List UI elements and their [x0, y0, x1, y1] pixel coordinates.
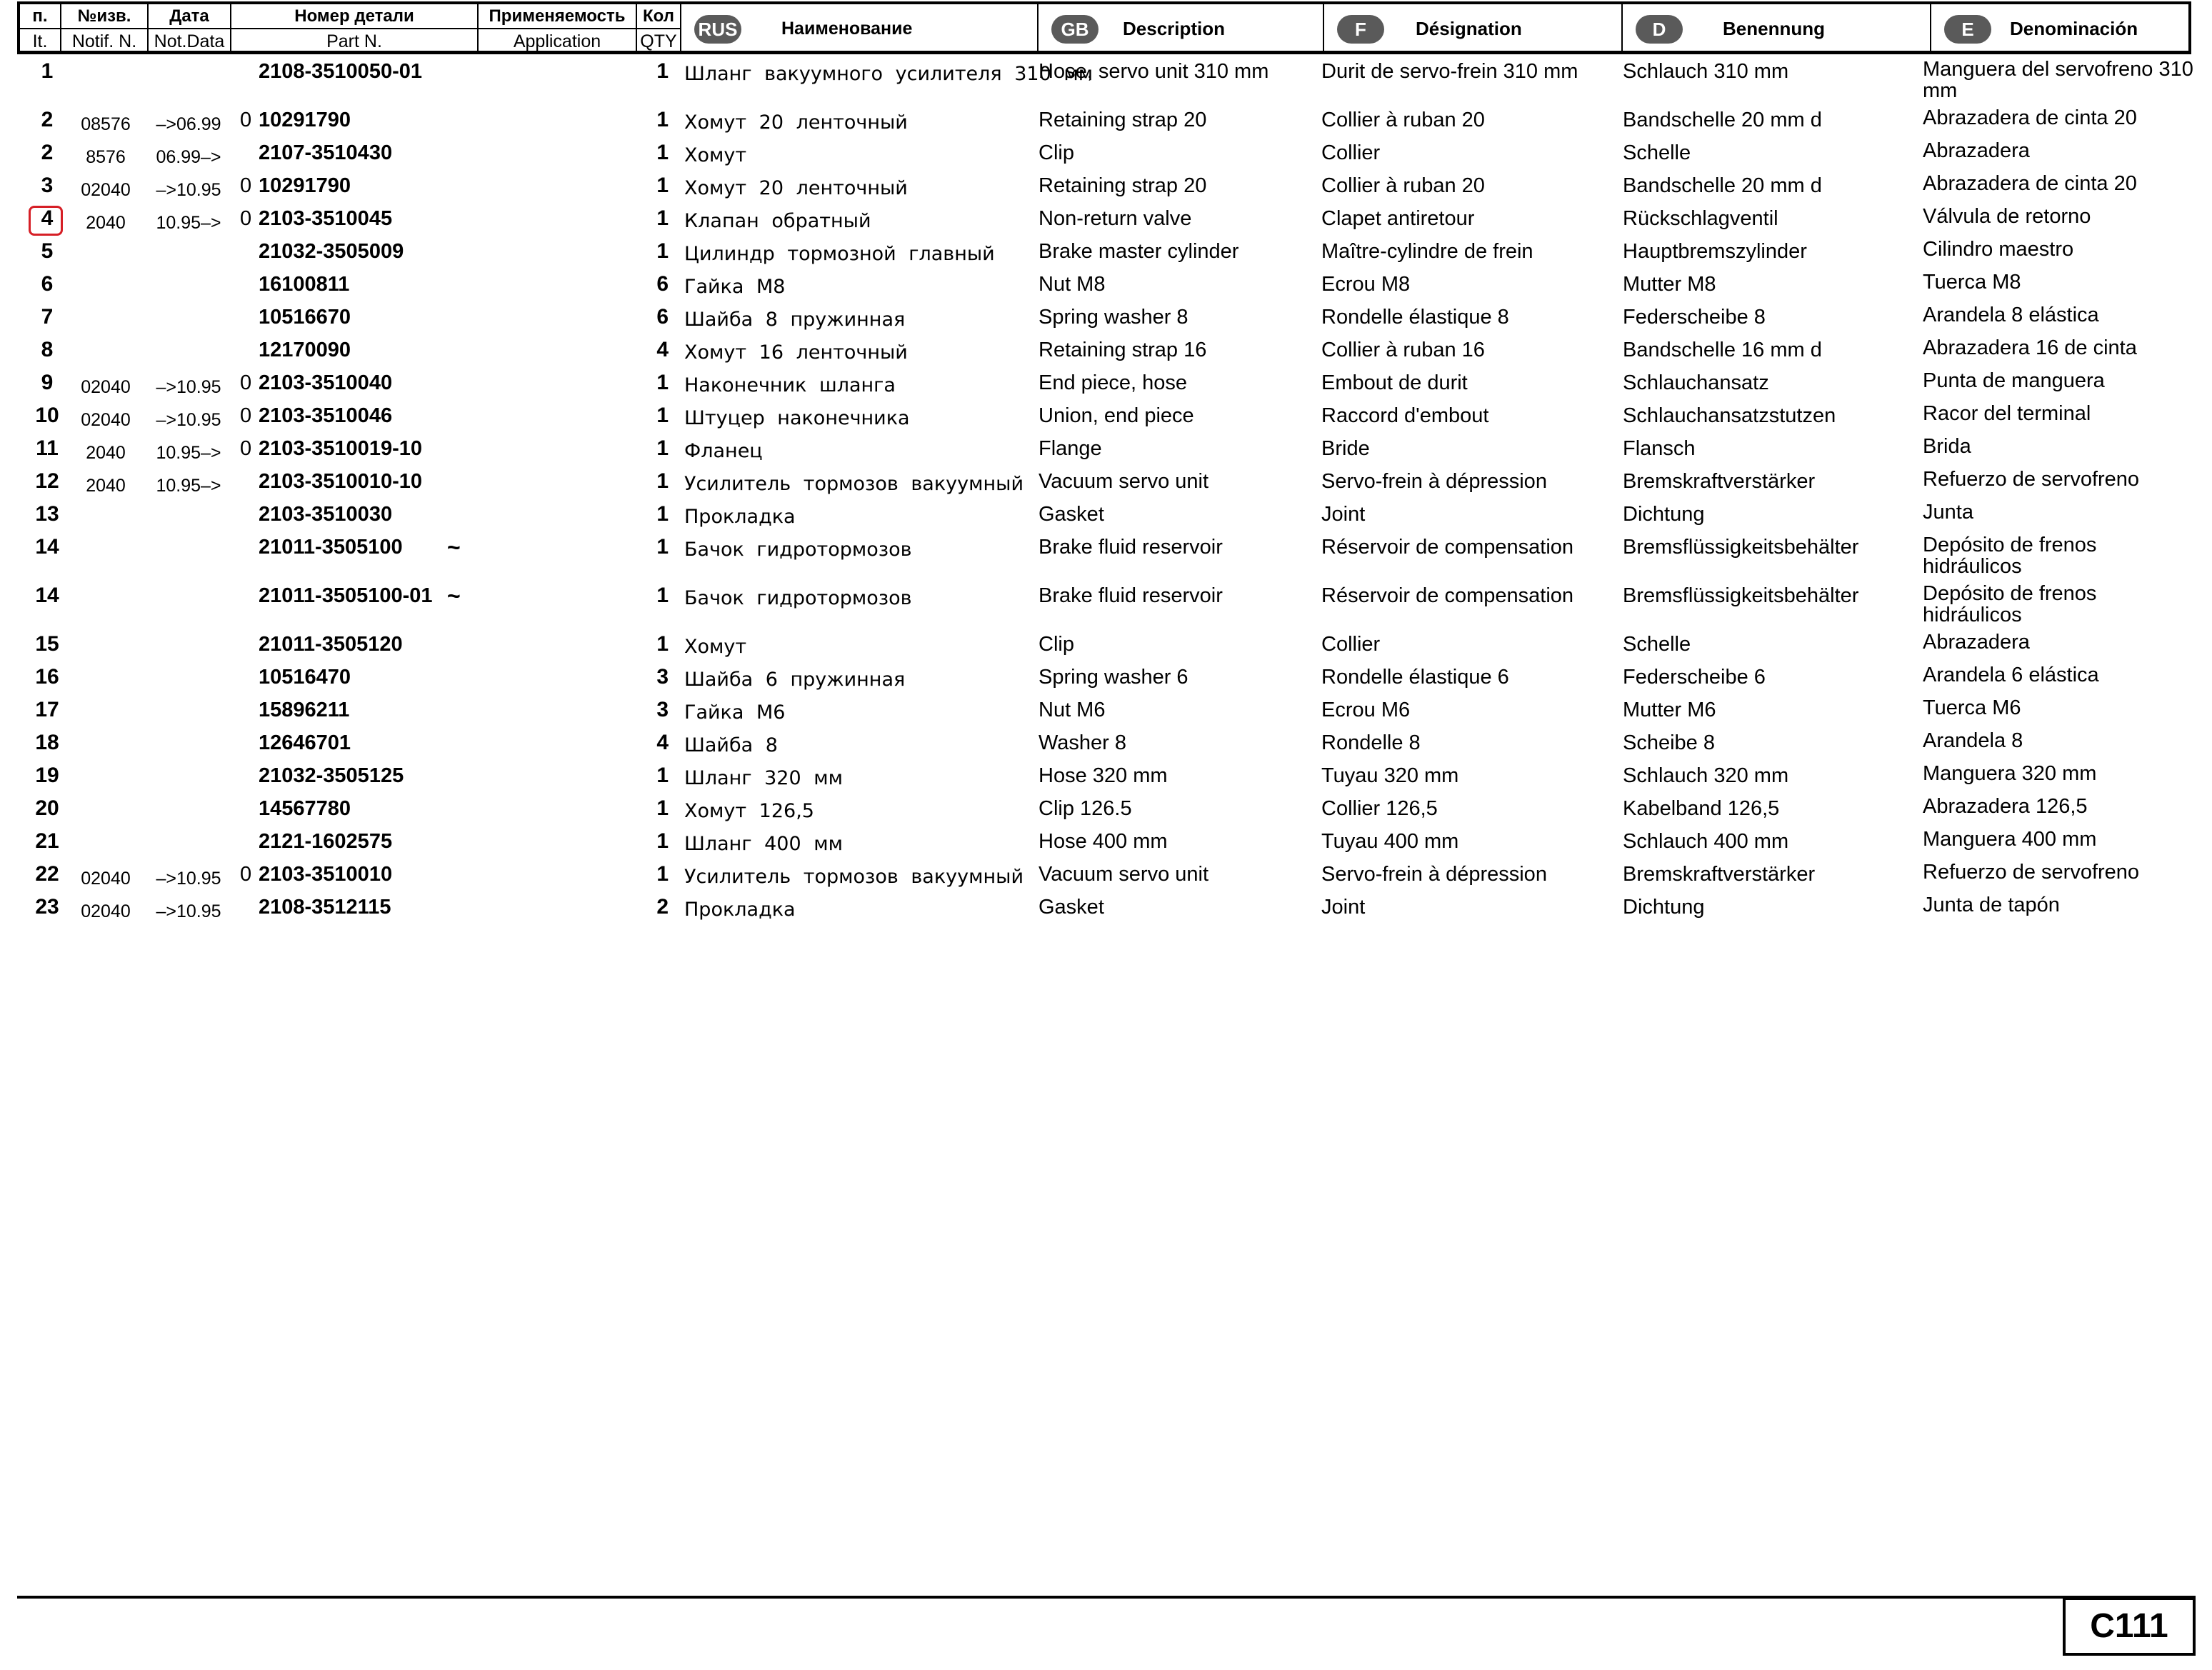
- lang-title-d: Benennung: [1723, 18, 1825, 39]
- part-prefix: 0: [240, 404, 252, 427]
- table-row: [0, 367, 2212, 400]
- lang-badge-d: D: [1636, 15, 1683, 44]
- name-de: Rückschlagventil: [1623, 207, 1778, 230]
- header-notif-en: Notif. N.: [71, 31, 137, 51]
- name-de: Bremskraftverstärker: [1623, 863, 1816, 886]
- name-ru: Бачок гидротормозов: [684, 539, 912, 561]
- table-row: [0, 466, 2212, 499]
- notif-date: –>10.95: [156, 180, 221, 200]
- name-de: Federscheibe 8: [1623, 306, 1766, 329]
- name-de: Schlauch 310 mm: [1623, 60, 1789, 83]
- quantity: 1: [656, 404, 669, 427]
- table-row: [0, 433, 2212, 466]
- table-row: [0, 269, 2212, 301]
- name-es: Refuerzo de servofreno: [1923, 861, 2140, 884]
- name-es: Abrazadera de cinta 20: [1923, 172, 2137, 195]
- item-number: 5: [41, 239, 54, 263]
- item-number: 21: [35, 829, 59, 853]
- name-de: Dichtung: [1623, 503, 1705, 526]
- part-number: 14567780: [259, 797, 351, 820]
- part-number: 16100811: [259, 273, 350, 296]
- page-number: C111: [2063, 1597, 2196, 1656]
- part-number: 21011-3505100: [259, 536, 403, 559]
- notif-number: 2040: [86, 443, 126, 463]
- part-number: 2121-1602575: [259, 830, 393, 853]
- item-number: 13: [35, 502, 59, 526]
- lang-badge-rus: RUS: [694, 15, 741, 44]
- part-number: 10291790: [259, 109, 351, 131]
- name-es: Arandela 8 elástica: [1923, 304, 2099, 326]
- name-gb: Gasket: [1039, 503, 1104, 526]
- header-lang-e: [1931, 4, 2188, 51]
- name-fr: Collier à ruban 20: [1321, 174, 1485, 197]
- part-number: 10516470: [259, 666, 351, 689]
- name-ru: Прокладка: [684, 899, 796, 921]
- item-number: 11: [36, 436, 59, 460]
- quantity: 6: [656, 305, 669, 329]
- table-row: [0, 499, 2212, 531]
- name-gb: Retaining strap 20: [1039, 109, 1207, 131]
- name-es: Depósito de frenos hidráulicos: [1923, 582, 2097, 626]
- header-lang-rus: [681, 4, 1039, 51]
- name-es: Junta de tapón: [1923, 894, 2060, 916]
- header-date-ru: Дата: [169, 6, 209, 26]
- name-fr: Ecrou M6: [1321, 699, 1411, 721]
- header-qty-en: QTY: [640, 31, 677, 51]
- item-number: 12: [35, 469, 59, 493]
- name-es: Brida: [1923, 435, 1971, 458]
- table-row: [0, 137, 2212, 170]
- part-number: 2103-3510045: [259, 207, 393, 230]
- header-part-ru: Номер детали: [294, 6, 414, 26]
- notif-number: 2040: [86, 213, 126, 233]
- name-es: Manguera del servofreno 310 mm: [1923, 58, 2193, 102]
- quantity: 1: [656, 502, 669, 526]
- name-ru: Шайба 8: [684, 734, 778, 756]
- table-row: [0, 104, 2212, 137]
- name-de: Schlauch 320 mm: [1623, 764, 1789, 787]
- application-mark: ~: [447, 534, 461, 560]
- name-es: Manguera 400 mm: [1923, 828, 2097, 851]
- name-fr: Maître-cylindre de frein: [1321, 240, 1533, 263]
- quantity: 1: [656, 469, 669, 493]
- item-number: 20: [35, 796, 59, 820]
- part-number: 2107-3510430: [259, 141, 393, 164]
- item-number: 23: [35, 895, 59, 919]
- quantity: 1: [656, 796, 669, 820]
- name-es: Junta: [1923, 501, 1973, 524]
- name-es: Manguera 320 mm: [1923, 762, 2097, 785]
- notif-date: 10.95–>: [156, 476, 221, 496]
- part-number: 2103-3510010: [259, 863, 393, 886]
- name-gb: Hose 320 mm: [1039, 764, 1168, 787]
- name-ru: Бачок гидротормозов: [684, 587, 912, 609]
- table-row: [0, 56, 2212, 102]
- name-de: Mutter M6: [1623, 699, 1716, 721]
- name-gb: Brake master cylinder: [1039, 240, 1239, 263]
- footer-rule: [17, 1596, 2196, 1599]
- part-prefix: 0: [240, 863, 252, 886]
- name-ru: Шланг вакуумного усилителя 310 мм: [684, 63, 1094, 85]
- notif-date: –>10.95: [156, 377, 221, 397]
- notif-date: 06.99–>: [156, 147, 221, 167]
- notif-number: 02040: [81, 901, 131, 921]
- part-number: 21011-3505100-01: [259, 584, 433, 607]
- name-ru: Хомут: [684, 144, 747, 166]
- lang-badge-gb: GB: [1051, 15, 1099, 44]
- notif-number: 02040: [81, 410, 131, 430]
- name-de: Kabelband 126,5: [1623, 797, 1780, 820]
- item-number: 6: [41, 272, 54, 296]
- name-gb: Retaining strap 20: [1039, 174, 1207, 197]
- quantity: 4: [656, 731, 669, 754]
- quantity: 1: [656, 829, 669, 853]
- name-ru: Наконечник шланга: [684, 374, 896, 396]
- item-number: 14: [35, 584, 59, 607]
- table-row: [0, 531, 2212, 578]
- name-ru: Клапан обратный: [684, 210, 871, 232]
- header-qty-ru: Кол: [643, 6, 674, 26]
- name-fr: Tuyau 400 mm: [1321, 830, 1459, 853]
- name-es: Depósito de frenos hidráulicos: [1923, 534, 2097, 578]
- name-de: Mutter M8: [1623, 273, 1716, 296]
- table-header: [17, 1, 2191, 54]
- name-fr: Clapet antiretour: [1321, 207, 1475, 230]
- name-fr: Embout de durit: [1321, 371, 1468, 394]
- name-fr: Collier à ruban 16: [1321, 339, 1485, 361]
- name-es: Abrazadera 16 de cinta: [1923, 336, 2137, 359]
- table-row: [0, 760, 2212, 793]
- part-prefix: 0: [240, 371, 252, 394]
- name-fr: Rondelle 8: [1321, 731, 1421, 754]
- name-fr: Durit de servo-frein 310 mm: [1321, 60, 1578, 83]
- name-fr: Bride: [1321, 437, 1370, 460]
- part-number: 10516670: [259, 306, 351, 329]
- quantity: 1: [656, 371, 669, 394]
- name-gb: End piece, hose: [1039, 371, 1187, 394]
- quantity: 4: [656, 338, 669, 361]
- name-fr: Réservoir de compensation: [1321, 536, 1574, 559]
- part-number: 10291790: [259, 174, 351, 197]
- quantity: 2: [656, 895, 669, 919]
- quantity: 3: [656, 698, 669, 721]
- table-row: [0, 727, 2212, 760]
- name-gb: Clip 126.5: [1039, 797, 1132, 820]
- notif-number: 2040: [86, 476, 126, 496]
- header-part-en: Part N.: [326, 31, 382, 51]
- part-prefix: 0: [240, 437, 252, 460]
- table-row: [0, 334, 2212, 367]
- quantity: 1: [656, 535, 669, 559]
- header-notif: [61, 4, 149, 51]
- quantity: 1: [656, 174, 669, 197]
- name-es: Abrazadera de cinta 20: [1923, 106, 2137, 129]
- quantity: 1: [656, 108, 669, 131]
- header-application: [479, 4, 637, 51]
- name-ru: Шайба 8 пружинная: [684, 309, 906, 331]
- name-gb: Vacuum servo unit: [1039, 863, 1209, 886]
- quantity: 1: [656, 862, 669, 886]
- name-fr: Collier 126,5: [1321, 797, 1438, 820]
- name-de: Schelle: [1623, 141, 1691, 164]
- table-row: [0, 301, 2212, 334]
- name-gb: Flange: [1039, 437, 1102, 460]
- part-prefix: 0: [240, 207, 252, 230]
- name-es: Abrazadera: [1923, 631, 2030, 654]
- notif-number: 02040: [81, 180, 131, 200]
- name-gb: Spring washer 6: [1039, 666, 1188, 689]
- quantity: 1: [656, 206, 669, 230]
- name-de: Bremsflüssigkeitsbehälter: [1623, 584, 1859, 607]
- item-number: 17: [35, 698, 59, 721]
- header-it-ru: п.: [32, 6, 48, 26]
- header-date-en: Not.Data: [154, 31, 225, 51]
- header-date: [149, 4, 231, 51]
- item-number: 19: [35, 764, 59, 787]
- name-gb: Nut M8: [1039, 273, 1106, 296]
- notif-number: 02040: [81, 869, 131, 889]
- name-fr: Collier: [1321, 141, 1381, 164]
- item-number: 7: [41, 305, 54, 329]
- name-fr: Collier à ruban 20: [1321, 109, 1485, 131]
- notif-number: 8576: [86, 147, 126, 167]
- name-gb: Union, end piece: [1039, 404, 1194, 427]
- name-es: Racor del terminal: [1923, 402, 2091, 425]
- quantity: 1: [656, 764, 669, 787]
- item-number: 8: [41, 338, 54, 361]
- name-de: Schlauchansatzstutzen: [1623, 404, 1836, 427]
- part-prefix: 0: [240, 174, 252, 197]
- name-de: Flansch: [1623, 437, 1696, 460]
- header-notif-ru: №изв.: [77, 6, 131, 26]
- name-de: Bandschelle 20 mm d: [1623, 174, 1822, 197]
- table-row: [0, 661, 2212, 694]
- name-ru: Усилитель тормозов вакуумный: [684, 866, 1024, 888]
- header-lang-d: [1623, 4, 1931, 51]
- part-number: 2108-3510050-01: [259, 60, 422, 83]
- header-lang-f: [1324, 4, 1623, 51]
- notif-date: –>06.99: [156, 114, 221, 134]
- name-gb: Clip: [1039, 141, 1074, 164]
- table-row: [0, 236, 2212, 269]
- name-ru: Гайка М6: [684, 701, 786, 724]
- name-de: Schlauch 400 mm: [1623, 830, 1789, 853]
- lang-badge-f: F: [1337, 15, 1384, 44]
- table-row: [0, 694, 2212, 727]
- name-ru: Хомут: [684, 636, 747, 658]
- notif-date: 10.95–>: [156, 443, 221, 463]
- name-fr: Collier: [1321, 633, 1381, 656]
- header-part-number: [231, 4, 479, 51]
- table-row: [0, 203, 2212, 236]
- table-row: [0, 859, 2212, 891]
- name-de: Schelle: [1623, 633, 1691, 656]
- name-de: Federscheibe 6: [1623, 666, 1766, 689]
- item-number: 1: [41, 59, 54, 83]
- part-number: 15896211: [259, 699, 350, 721]
- part-number: 2103-3510040: [259, 371, 393, 394]
- quantity: 1: [656, 141, 669, 164]
- part-number: 2103-3510019-10: [259, 437, 422, 460]
- part-number: 12170090: [259, 339, 351, 361]
- name-fr: Servo-frein à dépression: [1321, 863, 1547, 886]
- name-es: Abrazadera 126,5: [1923, 795, 2088, 818]
- header-it: [20, 4, 61, 51]
- lang-title-gb: Description: [1123, 18, 1226, 39]
- name-es: Arandela 6 elástica: [1923, 664, 2099, 686]
- item-number: 4: [41, 206, 54, 230]
- name-de: Hauptbremszylinder: [1623, 240, 1807, 263]
- name-gb: Hose 400 mm: [1039, 830, 1168, 853]
- name-fr: Réservoir de compensation: [1321, 584, 1574, 607]
- name-es: Tuerca M6: [1923, 696, 2021, 719]
- header-application-en: Application: [513, 31, 601, 51]
- notif-date: –>10.95: [156, 901, 221, 921]
- name-de: Bremskraftverstärker: [1623, 470, 1816, 493]
- notif-date: –>10.95: [156, 410, 221, 430]
- name-gb: Retaining strap 16: [1039, 339, 1207, 361]
- item-number: 10: [35, 404, 59, 427]
- name-de: Bandschelle 16 mm d: [1623, 339, 1822, 361]
- name-gb: Hose, servo unit 310 mm: [1039, 60, 1269, 83]
- quantity: 6: [656, 272, 669, 296]
- name-ru: Хомут 20 ленточный: [684, 111, 908, 134]
- part-prefix: 0: [240, 109, 252, 131]
- name-fr: Joint: [1321, 503, 1366, 526]
- name-ru: Штуцер наконечника: [684, 407, 910, 429]
- name-ru: Шайба 6 пружинная: [684, 669, 906, 691]
- item-number: 2: [41, 141, 54, 164]
- part-number: 21032-3505125: [259, 764, 404, 787]
- item-number: 9: [41, 371, 54, 394]
- notif-number: 08576: [81, 114, 131, 134]
- name-ru: Усилитель тормозов вакуумный: [684, 473, 1024, 495]
- name-fr: Raccord d'embout: [1321, 404, 1489, 427]
- item-number: 22: [35, 862, 59, 886]
- name-ru: Прокладка: [684, 506, 796, 528]
- item-number: 2: [41, 108, 54, 131]
- table-row: [0, 580, 2212, 626]
- name-fr: Joint: [1321, 896, 1366, 919]
- name-es: Cilindro maestro: [1923, 238, 2074, 261]
- part-number: 21032-3505009: [259, 240, 404, 263]
- item-number: 15: [35, 632, 59, 656]
- header-lang-gb: [1039, 4, 1324, 51]
- header-it-en: It.: [32, 31, 48, 51]
- name-es: Tuerca M8: [1923, 271, 2021, 294]
- name-ru: Шланг 320 мм: [684, 767, 843, 789]
- name-ru: Фланец: [684, 440, 763, 462]
- quantity: 1: [656, 632, 669, 656]
- name-ru: Гайка М8: [684, 276, 786, 298]
- name-es: Refuerzo de servofreno: [1923, 468, 2140, 491]
- part-number: 2108-3512115: [259, 896, 391, 919]
- name-gb: Vacuum servo unit: [1039, 470, 1209, 493]
- notif-date: –>10.95: [156, 869, 221, 889]
- name-de: Bremsflüssigkeitsbehälter: [1623, 536, 1859, 559]
- lang-badge-e: E: [1944, 15, 1991, 44]
- lang-title-rus: Наименование: [781, 19, 913, 39]
- item-number: 14: [35, 535, 59, 559]
- name-de: Dichtung: [1623, 896, 1705, 919]
- part-number: 12646701: [259, 731, 351, 754]
- name-ru: Шланг 400 мм: [684, 833, 843, 855]
- name-fr: Rondelle élastique 8: [1321, 306, 1509, 329]
- table-row: [0, 170, 2212, 203]
- table-row: [0, 891, 2212, 924]
- quantity: 1: [656, 239, 669, 263]
- table-row: [0, 629, 2212, 661]
- name-fr: Ecrou M8: [1321, 273, 1411, 296]
- quantity: 1: [656, 584, 669, 607]
- name-gb: Washer 8: [1039, 731, 1127, 754]
- name-es: Arandela 8: [1923, 729, 2023, 752]
- part-number: 2103-3510030: [259, 503, 393, 526]
- quantity: 1: [656, 59, 669, 83]
- name-gb: Gasket: [1039, 896, 1104, 919]
- name-fr: Tuyau 320 mm: [1321, 764, 1459, 787]
- part-number: 21011-3505120: [259, 633, 403, 656]
- name-fr: Rondelle élastique 6: [1321, 666, 1509, 689]
- notif-date: 10.95–>: [156, 213, 221, 233]
- name-gb: Nut M6: [1039, 699, 1106, 721]
- name-de: Schlauchansatz: [1623, 371, 1769, 394]
- item-number: 18: [35, 731, 59, 754]
- header-qty: [637, 4, 681, 51]
- part-number: 2103-3510046: [259, 404, 393, 427]
- header-application-ru: Применяемость: [489, 6, 626, 26]
- quantity: 1: [656, 436, 669, 460]
- lang-title-f: Désignation: [1416, 18, 1522, 39]
- name-es: Válvula de retorno: [1923, 205, 2091, 228]
- table-row: [0, 400, 2212, 433]
- name-gb: Spring washer 8: [1039, 306, 1188, 329]
- table-row: [0, 826, 2212, 859]
- item-number: 3: [41, 174, 54, 197]
- lang-title-e: Denominación: [2010, 18, 2138, 39]
- name-de: Bandschelle 20 mm d: [1623, 109, 1822, 131]
- application-mark: ~: [447, 583, 461, 609]
- name-gb: Non-return valve: [1039, 207, 1192, 230]
- quantity: 3: [656, 665, 669, 689]
- name-de: Scheibe 8: [1623, 731, 1715, 754]
- name-ru: Цилиндр тормозной главный: [684, 243, 995, 265]
- name-es: Punta de manguera: [1923, 369, 2105, 392]
- name-gb: Brake fluid reservoir: [1039, 536, 1223, 559]
- name-gb: Clip: [1039, 633, 1074, 656]
- part-number: 2103-3510010-10: [259, 470, 422, 493]
- name-ru: Хомут 16 ленточный: [684, 341, 908, 364]
- name-fr: Servo-frein à dépression: [1321, 470, 1547, 493]
- table-row: [0, 793, 2212, 826]
- name-es: Abrazadera: [1923, 139, 2030, 162]
- name-ru: Хомут 20 ленточный: [684, 177, 908, 199]
- item-number: 16: [35, 665, 59, 689]
- notif-number: 02040: [81, 377, 131, 397]
- name-gb: Brake fluid reservoir: [1039, 584, 1223, 607]
- name-ru: Хомут 126,5: [684, 800, 814, 822]
